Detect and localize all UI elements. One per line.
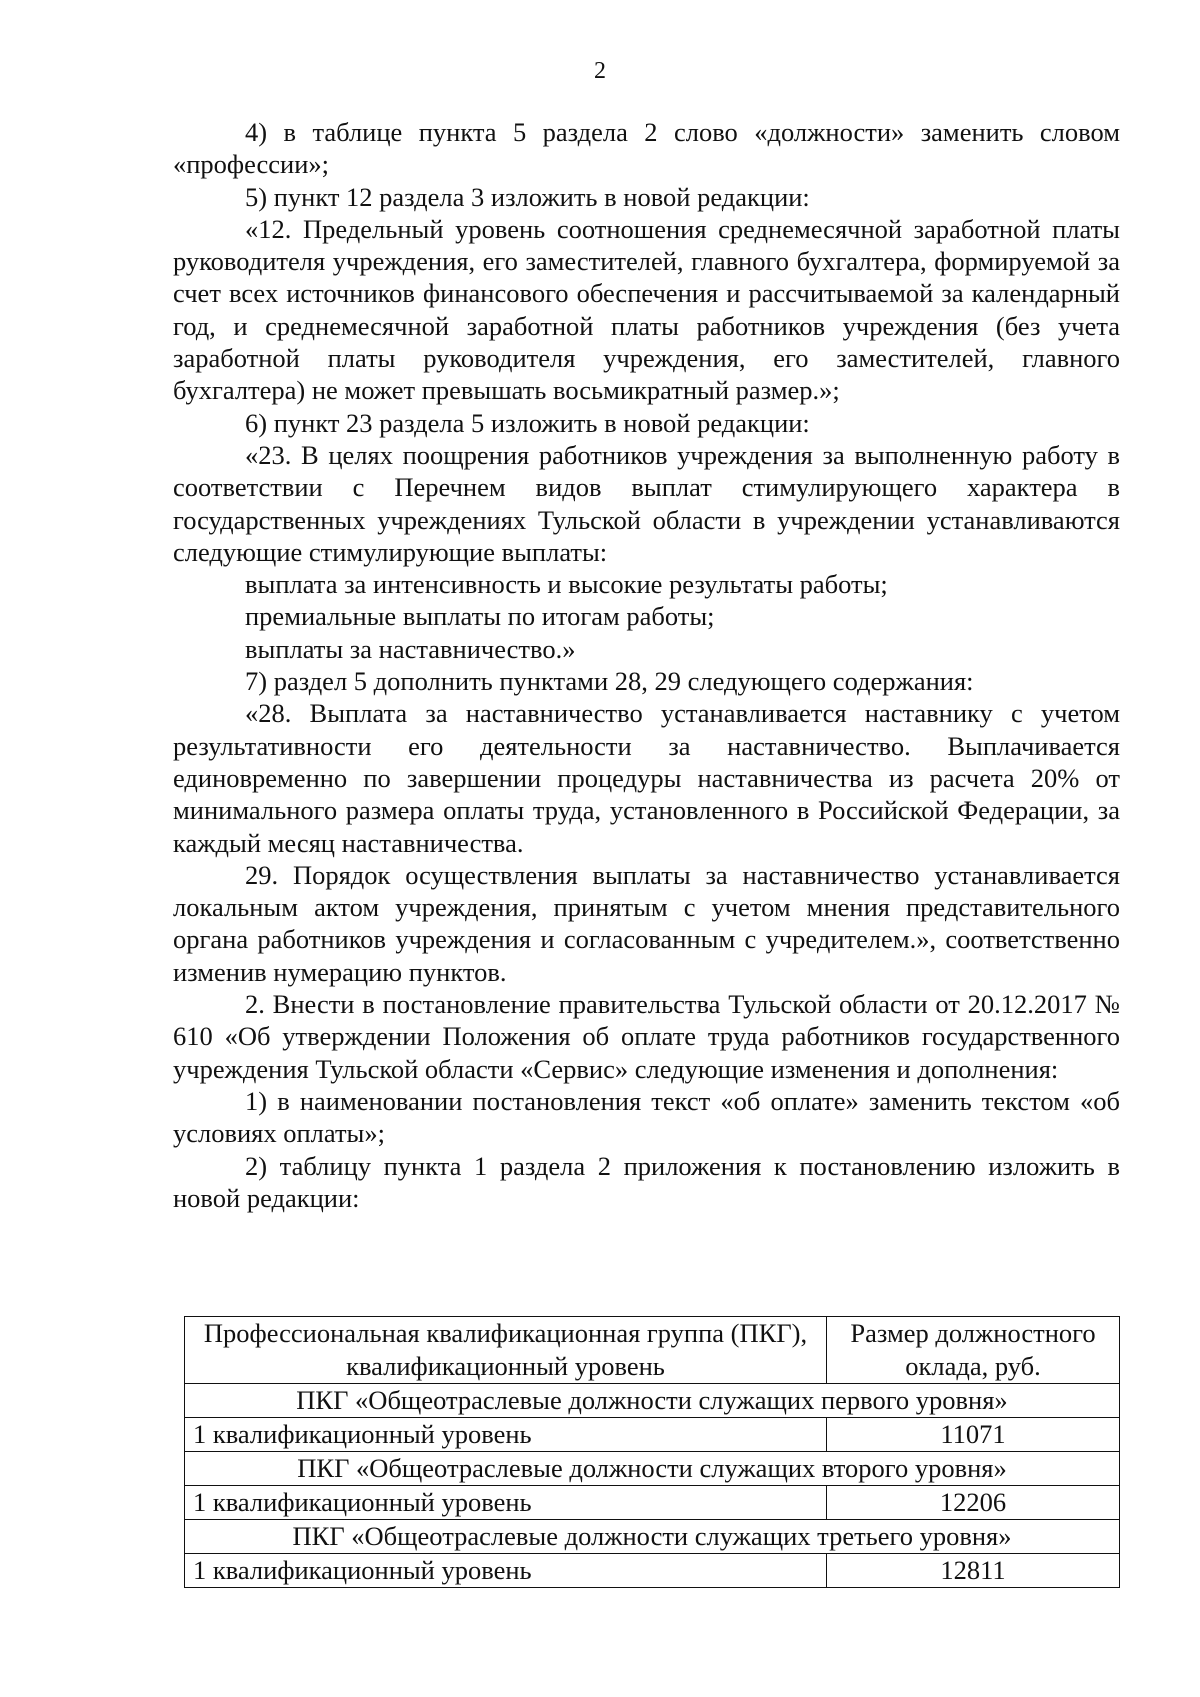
paragraph-point-28: «28. Выплата за наставничество устанавливается наставнику с учетом результативности его деятельности за наставничество. Выплачивается единовременно по завершении процедуры наставничества из расчета 20% от минимального размера оплаты труда, установленного в Российской Федерации, за каждый месяц наставничества. (173, 698, 1120, 858)
paragraph-item-7: 7) раздел 5 дополнить пунктами 28, 29 следующего содержания: (245, 666, 974, 697)
document-body (173, 116, 1120, 1214)
table-cell-salary: 12206 (827, 1486, 1120, 1520)
table-group-title: ПКГ «Общеотраслевые должности служащих второго уровня» (185, 1452, 1120, 1486)
table-header-salary: Размер должностного оклада, руб. (827, 1317, 1120, 1384)
table-cell-salary: 11071 (827, 1418, 1120, 1452)
table-cell-salary: 12811 (827, 1554, 1120, 1588)
table-cell-level: 1 квалификационный уровень (185, 1418, 827, 1452)
table-row (185, 1418, 1120, 1452)
table-header-group: Профессиональная квалификационная группа (ПКГ), квалификационный уровень (185, 1317, 827, 1384)
paragraph-section-2: 2. Внести в постановление правительства Тульской области от 20.12.2017 № 610 «Об утверждении Положения об оплате труда работников государственного учреждения Тульской области «Сервис» следующие изменения и дополнения: (173, 989, 1120, 1084)
table-cell-level: 1 квалификационный уровень (185, 1486, 827, 1520)
paragraph-item-4: 4) в таблице пункта 5 раздела 2 слово «должности» заменить словом «профессии»; (173, 117, 1120, 180)
paragraph-point-23: «23. В целях поощрения работников учреждения за выполненную работу в соответствии с Перечнем видов выплат стимулирующего характера в государственных учреждениях Тульской области в учреждении устанавливаются следующие стимулирующие выплаты: (173, 439, 1120, 567)
table-group-title: ПКГ «Общеотраслевые должности служащих третьего уровня» (185, 1520, 1120, 1554)
page-number: 2 (594, 58, 606, 84)
paragraph-item-6: 6) пункт 23 раздела 5 изложить в новой редакции: (245, 407, 810, 438)
salary-table (184, 1316, 1120, 1588)
paragraph-point-12: «12. Предельный уровень соотношения среднемесячной заработной платы руководителя учреждения, его заместителей, главного бухгалтера, формируемой за счет всех источников финансового обеспечения и рассчитываемой за календарный год, и среднемесячной заработной платы работников учреждения (без учета заработной платы руководителя учреждения, его заместителей, главного бухгалтера) не может превышать восьмикратный размер.»; (173, 213, 1120, 406)
paragraph-point-29: 29. Порядок осуществления выплаты за наставничество устанавливается локальным актом учреждения, принятым с учетом мнения представительного органа работников учреждения и согласованным с учредителем.», соответственно изменив нумерацию пунктов. (173, 859, 1120, 987)
paragraph-sub-1: 1) в наименовании постановления текст «об оплате» заменить текстом «об условиях оплаты»; (173, 1085, 1120, 1149)
table-row (185, 1554, 1120, 1588)
table-group-title: ПКГ «Общеотраслевые должности служащих первого уровня» (185, 1384, 1120, 1418)
paragraph-payment-intensity: выплата за интенсивность и высокие результаты работы; (245, 569, 888, 600)
table-header-row (185, 1317, 1120, 1384)
table-cell-level: 1 квалификационный уровень (185, 1554, 827, 1588)
paragraph-payment-mentoring: выплаты за наставничество.» (245, 633, 576, 664)
table-group-row (185, 1384, 1120, 1418)
paragraph-sub-2: 2) таблицу пункта 1 раздела 2 приложения к постановлению изложить в новой редакции: (173, 1150, 1120, 1213)
table-group-row (185, 1452, 1120, 1486)
table-group-row (185, 1520, 1120, 1554)
paragraph-item-5: 5) пункт 12 раздела 3 изложить в новой редакции: (245, 181, 810, 212)
paragraph-payment-bonus: премиальные выплаты по итогам работы; (245, 601, 715, 632)
table-row (185, 1486, 1120, 1520)
